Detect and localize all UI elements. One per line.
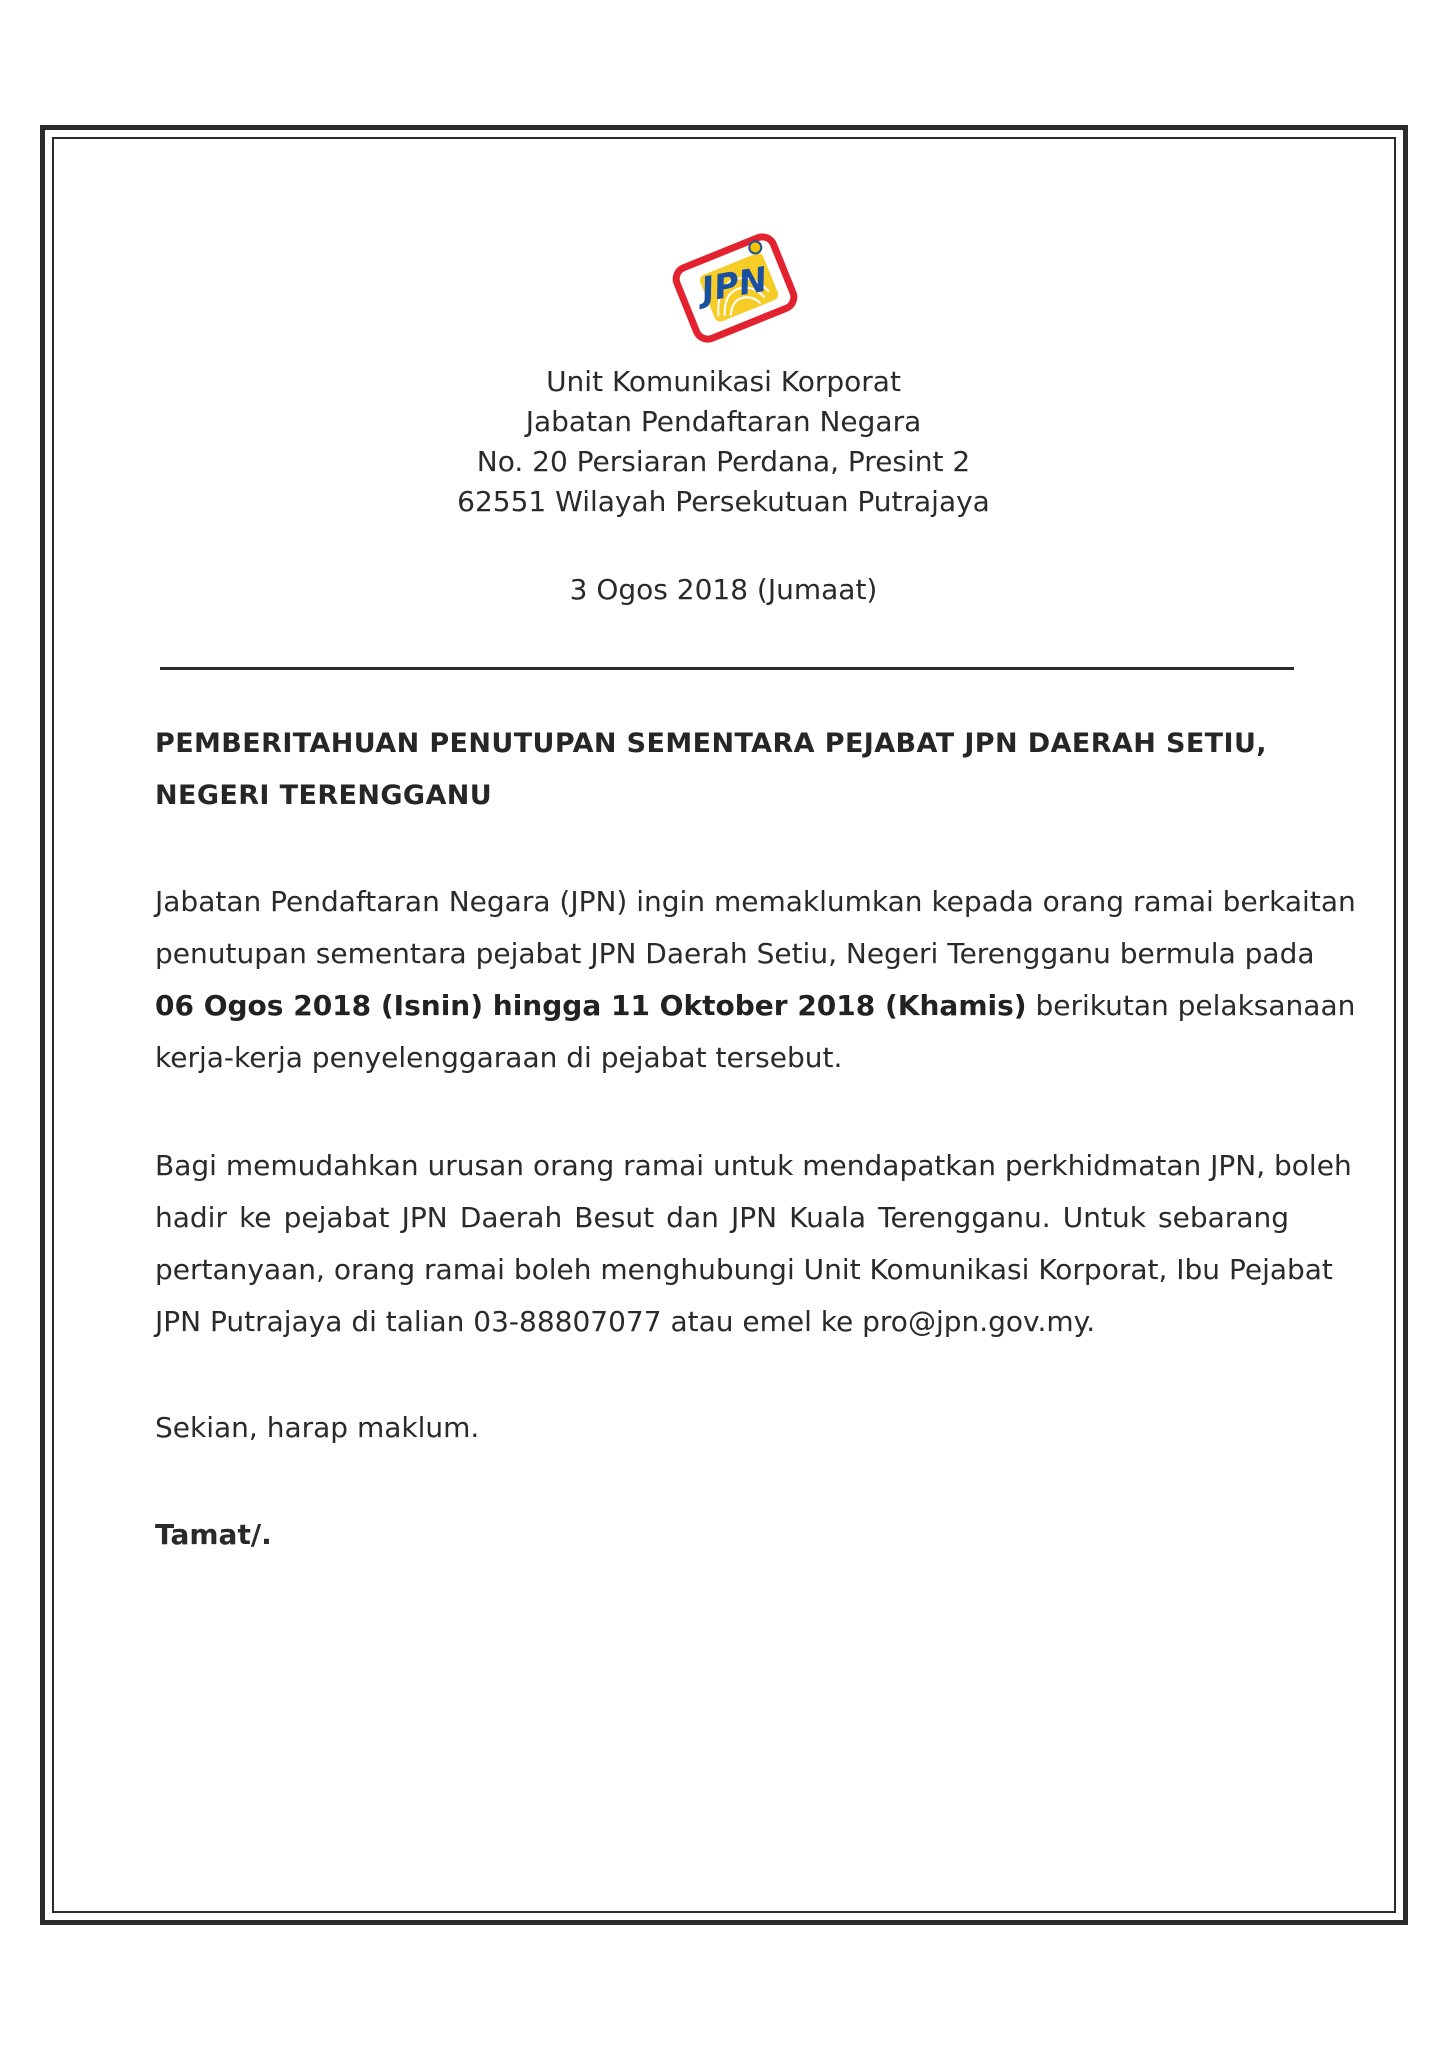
closing-remark: Sekian, harap maklum. <box>155 1411 480 1444</box>
paragraph-line: pertanyaan, orang ramai boleh menghubungi Unit Komunikasi Korporat, Ibu Pejabat <box>155 1253 1333 1286</box>
document-date: 3 Ogos 2018 (Jumaat) <box>569 573 878 606</box>
paragraph-line: JPN Putrajaya di talian 03-88807077 atau emel ke pro@jpn.gov.my. <box>155 1305 1096 1338</box>
paragraph-line: hadir ke pejabat JPN Daerah Besut dan JPN Kuala Terengganu. Untuk sebarang <box>155 1201 1289 1234</box>
paragraph-line: kerja-kerja penyelenggaraan di pejabat tersebut. <box>155 1041 843 1074</box>
paragraph-line: Jabatan Pendaftaran Negara (JPN) ingin memaklumkan kepada orang ramai berkaitan <box>155 885 1356 918</box>
svg-text:JPN: JPN <box>698 259 771 311</box>
address-line: Unit Komunikasi Korporat <box>546 365 901 398</box>
paragraph-closure-notice <box>155 876 1356 1084</box>
closure-period: 06 Ogos 2018 (Isnin) hingga 11 Oktober 2018 (Khamis) <box>155 989 1027 1022</box>
paragraph-alternatives <box>155 1140 1352 1348</box>
address-line: Jabatan Pendaftaran Negara <box>525 405 922 438</box>
paragraph-line-rest: berikutan pelaksanaan <box>1026 989 1356 1022</box>
end-mark: Tamat/. <box>155 1518 272 1551</box>
divider <box>160 667 1294 670</box>
notice-title <box>155 718 1289 822</box>
paragraph-line: penutupan sementara pejabat JPN Daerah Setiu, Negeri Terengganu bermula pada <box>155 937 1315 970</box>
title-line: NEGERI TERENGGANU <box>155 780 493 811</box>
address-line: 62551 Wilayah Persekutuan Putrajaya <box>457 485 990 518</box>
paragraph-line <box>155 980 1356 1032</box>
paragraph-line: Bagi memudahkan urusan orang ramai untuk mendapatkan perkhidmatan JPN, boleh <box>155 1149 1352 1182</box>
sender-address <box>0 362 1447 522</box>
title-line: PEMBERITAHUAN PENUTUPAN SEMENTARA PEJABAT JPN DAERAH SETIU, <box>155 728 1267 759</box>
address-line: No. 20 Persiaran Perdana, Presint 2 <box>476 445 971 478</box>
jpn-logo <box>665 228 805 348</box>
